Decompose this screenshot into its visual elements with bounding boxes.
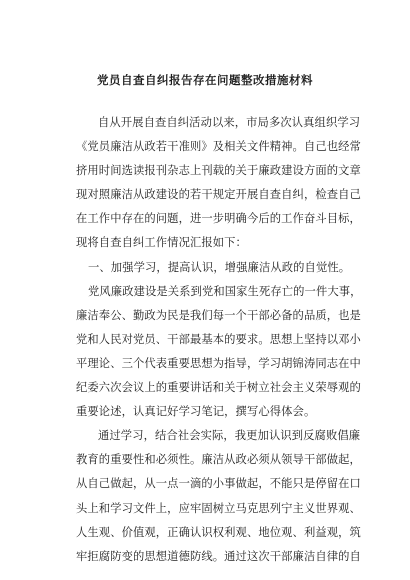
body-line: 现将自查自纠工作情况汇报如下：: [76, 236, 247, 250]
body-line: 党风廉政建设是关系到党和国家生死存亡的一件大事，: [88, 284, 362, 298]
document-body: [76, 111, 362, 569]
body-line: 在工作中存在的问题，进一步明确今后的工作奋斗目标，: [76, 212, 361, 226]
body-line: 教育的重要性和必须性。廉洁从政必须从领导干部做起，: [76, 453, 361, 467]
body-line: 牢拒腐防变的思想道德防线。通过这次干部廉洁自律的自: [76, 549, 361, 563]
body-line: 《党员廉洁从政若干准则》及相关文件精神。自己也经常: [76, 140, 361, 154]
body-line: 廉洁奉公、勤政为民是我们每一个干部必备的品质，也是: [76, 308, 361, 322]
document-title: 党员自查自纠报告存在问题整改措施材料: [97, 73, 313, 87]
body-line: 现对照廉洁从政建设的若干规定开展自查自纠，检查自己: [76, 188, 361, 202]
body-line: 从自己做起，从一点一滴的小事做起，不能只是停留在口: [76, 477, 361, 491]
body-line: 平理论、三个代表重要思想为指导，学习胡锦涛同志在中: [76, 356, 361, 370]
body-line: 头上和学习文件上，应牢固树立马克思列宁主义世界观、: [76, 501, 361, 515]
body-line: 通过学习，结合社会实际，我更加认识到反腐败倡廉: [98, 429, 361, 443]
body-line: 人生观、价值观，正确认识权利观、地位观、利益观，筑: [76, 525, 361, 539]
body-line: 挤用时间选读报刊杂志上刊载的关于廉政建设方面的文章: [76, 164, 361, 178]
body-line: 党和人民对党员、干部最基本的要求。思想上坚持以邓小: [76, 332, 361, 346]
section-heading: 一、加强学习，提高认识，增强廉洁从政的自觉性。: [88, 260, 351, 274]
body-line: 纪委六次会议上的重要讲话和关于树立社会主义荣辱观的: [76, 381, 361, 395]
body-line: 自从开展自查自纠活动以来，市局多次认真组织学习: [98, 116, 361, 129]
body-line: 重要论述，认真记好学习笔记，撰写心得体会。: [76, 405, 316, 419]
